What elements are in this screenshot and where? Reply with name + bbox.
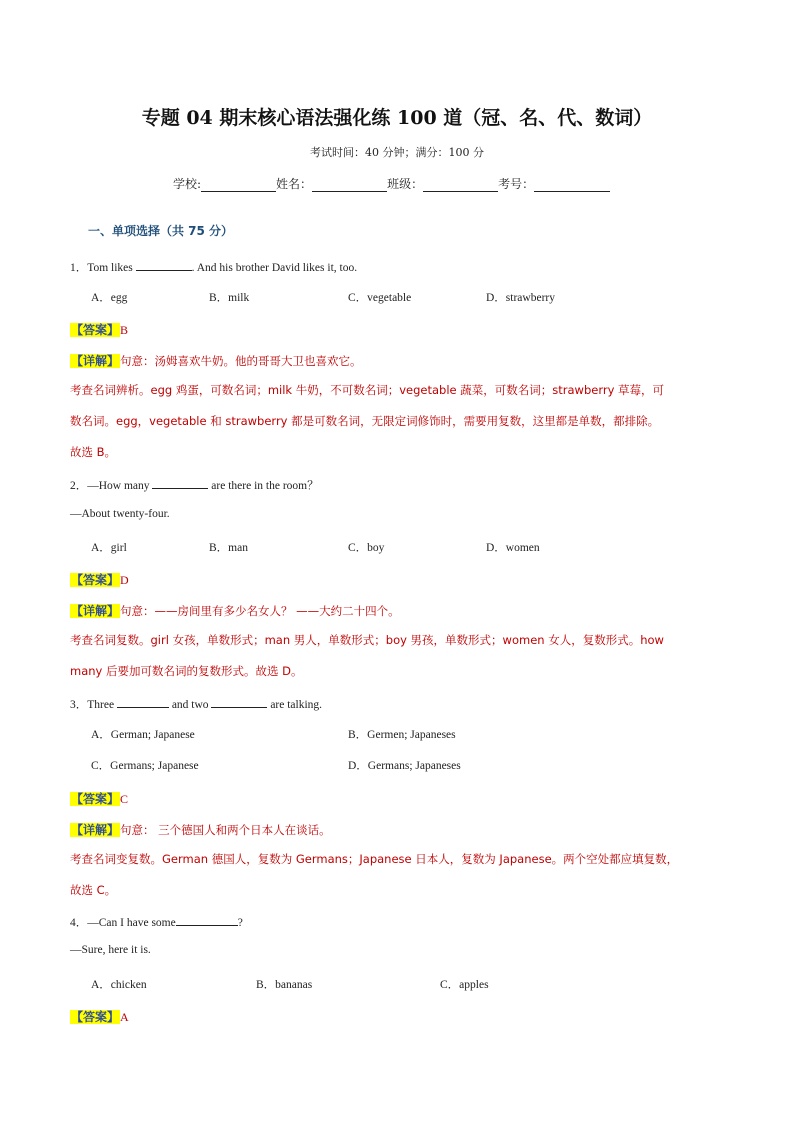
- question-2-stem: 2．—How many are there in the room？: [70, 476, 319, 493]
- detail-tag: 【详解】: [71, 354, 120, 368]
- exam-info: 考试时间：40 分钟；满分：100 分: [310, 146, 484, 159]
- option-a: A．egg: [91, 292, 128, 304]
- question-3-stem: 3．Three and two are talking.: [70, 695, 322, 712]
- option-b: B．Germen; Japaneses: [348, 729, 456, 741]
- answer-tag: 【答案】: [71, 323, 120, 337]
- detail-line: 数名词。egg，vegetable 和 strawberry 都是可数名词，无限定词修饰时，需要用复数，这里都是单数，都排除。: [70, 414, 660, 428]
- student-info-line: [173, 175, 610, 192]
- answer-value: C: [120, 792, 129, 806]
- number-blank[interactable]: [534, 177, 610, 192]
- option-c: C．vegetable: [348, 292, 412, 304]
- detail-row: [70, 350, 362, 369]
- document-title: 专题 04 期末核心语法强化练 100 道（冠、名、代、数词）: [141, 107, 653, 129]
- detail-tag: 【详解】: [71, 604, 120, 618]
- detail-tag: 【详解】: [71, 823, 120, 837]
- option-b: B．milk: [209, 292, 250, 304]
- answer-value: B: [120, 323, 129, 337]
- question-4-reply: —Sure, here it is.: [70, 944, 151, 956]
- answer-blank: [136, 258, 192, 271]
- question-2-reply: —About twenty-four.: [70, 508, 170, 520]
- option-a: A．girl: [91, 542, 127, 554]
- name-blank[interactable]: [312, 177, 387, 192]
- detail-line: 故选 C。: [70, 883, 117, 897]
- question-1-stem: 1．Tom likes . And his brother David likes it, too.: [70, 258, 357, 275]
- class-blank[interactable]: [423, 177, 498, 192]
- answer-row: [70, 788, 128, 807]
- answer-row: [70, 569, 129, 588]
- answer-row: [70, 1006, 129, 1025]
- detail-lead: 句意：汤姆喜欢牛奶。他的哥哥大卫也喜欢它。: [120, 354, 362, 368]
- answer-row: [70, 319, 128, 338]
- school-label: 学校:: [173, 177, 202, 191]
- answer-tag: 【答案】: [71, 1010, 120, 1024]
- detail-line: 考查名词变复数。German 德国人，复数为 Germans；Japanese 日本人，复数为 Japanese。两个空处都应填复数，: [70, 852, 679, 866]
- answer-tag: 【答案】: [71, 573, 120, 587]
- answer-value: D: [120, 573, 129, 587]
- answer-blank: [152, 476, 208, 489]
- option-c: C．boy: [348, 542, 385, 554]
- option-b: B．bananas: [256, 979, 313, 991]
- option-c: C．Germans; Japanese: [91, 760, 199, 772]
- detail-row: [70, 819, 331, 838]
- option-a: A．German; Japanese: [91, 729, 195, 741]
- question-4-stem: 4．—Can I have some ?: [70, 913, 243, 930]
- option-d: D．Germans; Japaneses: [348, 760, 461, 772]
- detail-line: 考查名词辨析。egg 鸡蛋，可数名词；milk 牛奶，不可数名词；vegetable 蔬菜，可数名词；strawberry 草莓，可: [70, 383, 665, 397]
- detail-row: [70, 600, 400, 619]
- detail-line: many 后要加可数名词的复数形式。故选 D。: [70, 664, 303, 678]
- option-b: B．man: [209, 542, 248, 554]
- option-d: D．women: [486, 542, 540, 554]
- detail-lead: 句意：——房间里有多少名女人？ ——大约二十四个。: [120, 604, 400, 618]
- detail-line: 故选 B。: [70, 445, 117, 459]
- name-label: 姓名：: [276, 177, 313, 191]
- class-label: 班级：: [387, 177, 424, 191]
- detail-line: 考查名词复数。girl 女孩，单数形式；man 男人，单数形式；boy 男孩，单数形式；women 女人，复数形式。how: [70, 633, 664, 647]
- detail-lead: 句意： 三个德国人和两个日本人在谈话。: [120, 823, 331, 837]
- answer-tag: 【答案】: [71, 792, 120, 806]
- answer-blank: [117, 695, 169, 708]
- number-label: 考号：: [498, 177, 535, 191]
- option-c: C．apples: [440, 979, 489, 991]
- answer-blank: [211, 695, 267, 708]
- answer-value: A: [120, 1010, 129, 1024]
- option-d: D．strawberry: [486, 292, 555, 304]
- answer-blank: [176, 913, 238, 926]
- option-a: A．chicken: [91, 979, 147, 991]
- school-blank[interactable]: [201, 177, 276, 192]
- section-heading: 一、单项选择（共 75 分）: [88, 224, 234, 238]
